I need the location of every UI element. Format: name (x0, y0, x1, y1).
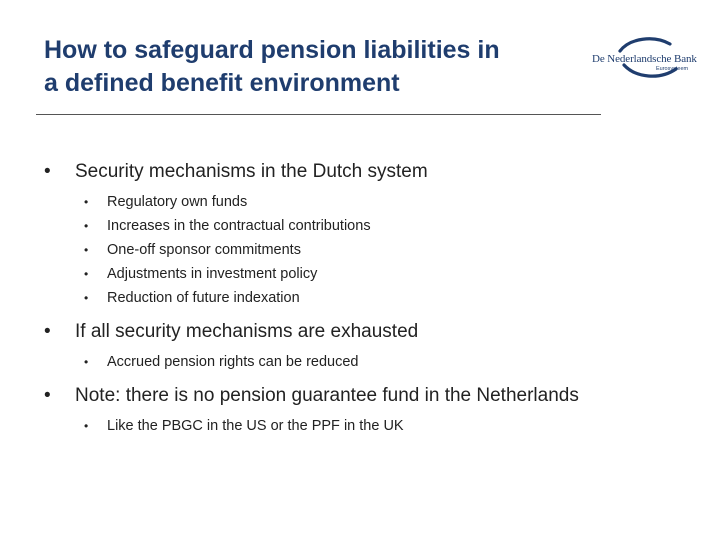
bullet-icon: • (44, 385, 51, 406)
sub-bullet-item (44, 286, 684, 310)
sub-bullet-list (44, 190, 684, 310)
title-line-1: How to safeguard pension liabilities in (44, 36, 500, 64)
bullet-item (44, 384, 684, 408)
sub-bullet-item (44, 190, 684, 214)
title-divider (36, 114, 601, 115)
sub-bullet-text: Like the PBGC in the US or the PPF in the UK (107, 418, 404, 434)
bullet-icon: • (84, 243, 89, 257)
bullet-text: If all security mechanisms are exhausted (75, 321, 419, 342)
bullet-group (44, 384, 684, 438)
bullet-item (44, 160, 684, 184)
bullet-icon: • (44, 321, 51, 342)
bullet-text: Note: there is no pension guarantee fund in the Netherlands (75, 385, 579, 406)
sub-bullet-item (44, 262, 684, 286)
sub-bullet-item (44, 414, 684, 438)
sub-bullet-text: Adjustments in investment policy (107, 266, 318, 282)
bullet-icon: • (84, 291, 89, 305)
bullet-list (44, 160, 684, 448)
bullet-text: Security mechanisms in the Dutch system (75, 161, 428, 182)
sub-bullet-list (44, 414, 684, 438)
sub-bullet-text: Accrued pension rights can be reduced (107, 354, 359, 370)
bullet-icon: • (84, 355, 89, 369)
logo-subtitle: Eurosysteem (656, 66, 689, 72)
sub-bullet-text: One-off sponsor commitments (107, 242, 301, 258)
sub-bullet-text: Increases in the contractual contributions (107, 218, 371, 234)
bullet-icon: • (44, 161, 51, 182)
bullet-icon: • (84, 195, 89, 209)
bullet-icon: • (84, 267, 89, 281)
bullet-icon: • (84, 219, 89, 233)
sub-bullet-list (44, 350, 684, 374)
sub-bullet-item (44, 350, 684, 374)
bullet-item (44, 320, 684, 344)
bullet-icon: • (84, 419, 89, 433)
bullet-group (44, 160, 684, 310)
sub-bullet-text: Regulatory own funds (107, 194, 248, 210)
logo-name: De Nederlandsche Bank (592, 53, 697, 65)
bullet-group (44, 320, 684, 374)
title-line-2: a defined benefit environment (44, 69, 400, 97)
slide-title (44, 34, 584, 100)
dnb-logo (590, 34, 702, 84)
sub-bullet-item (44, 238, 684, 262)
sub-bullet-item (44, 214, 684, 238)
sub-bullet-text: Reduction of future indexation (107, 290, 300, 306)
